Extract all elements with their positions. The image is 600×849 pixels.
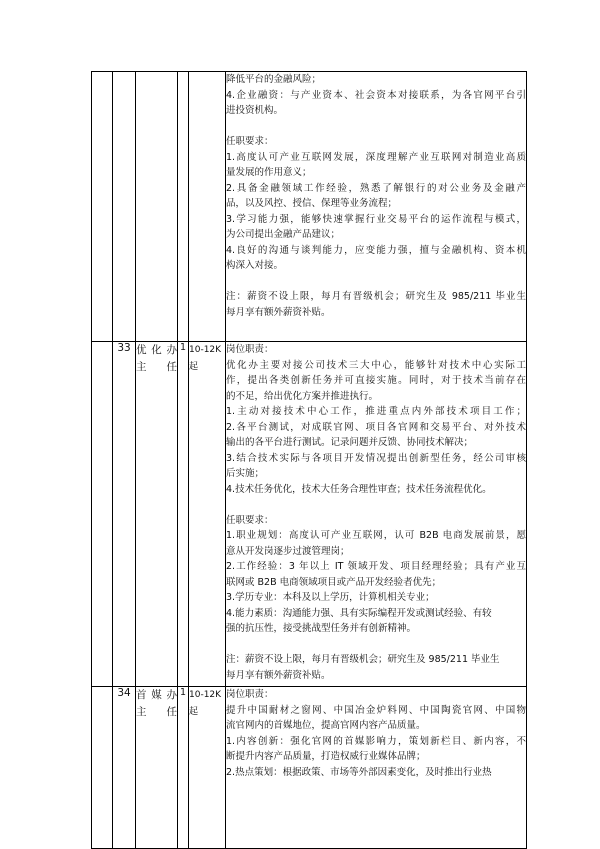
- description-line: 1.主动对接技术中心工作，推进重点内外部技术项目工作；: [226, 406, 526, 417]
- blank-cell: [92, 342, 113, 687]
- job-title: 优化办主任: [136, 342, 178, 687]
- description-line: 2.热点策划：根据政策、市场等外部因素变化，及时推出行业热: [226, 766, 492, 778]
- description-line: 量发展的作用意义；: [226, 167, 312, 178]
- description-line: 联网或 B2B 电商领域项目或产品开发经验者优先；: [226, 576, 442, 588]
- description-line: 4.企业融资：与产业资本、社会资本对接联系，为各官网平台引: [226, 89, 526, 101]
- description-line: 1.高度认可产业互联网发展，深度理解产业互联网对制造业高质: [226, 151, 526, 163]
- description-line: 每月享有额外薪资补贴。: [226, 669, 331, 681]
- description-line: 每月享有额外薪资补贴。: [226, 306, 331, 318]
- job-title: [136, 72, 178, 342]
- job-row: [92, 72, 527, 342]
- job-number: [113, 72, 136, 342]
- job-description: [226, 342, 527, 687]
- job-salary: 10-12K起: [189, 687, 226, 849]
- description-line: 流官网内的首媒地位，提高官网内容产品质量。: [226, 720, 426, 731]
- description-line: 断提升内容产品质量，打造权威行业媒体品牌；: [226, 751, 426, 762]
- description-line: 2.具备金融领域工作经验，熟悉了解银行的对公业务及金融产: [226, 182, 526, 194]
- job-number: 33: [113, 342, 136, 687]
- description-line: 注：薪资不设上限，每月有晋级机会；研究生及 985/211 毕业生: [226, 291, 526, 302]
- description-line: 输出的各平台进行测试。记录问题并反馈、协同技术解决；: [226, 437, 474, 448]
- description-line: 岗位职责：: [226, 689, 274, 700]
- job-count: 1: [178, 687, 189, 849]
- job-salary: 10-12K起: [189, 342, 226, 687]
- description-line: 4.良好的沟通与谈判能力，应变能力强，擅与金融机构、资本机: [226, 244, 526, 256]
- blank-line: [226, 274, 526, 290]
- description-line: 强的抗压性，接受挑战型任务并有创新精神。: [226, 623, 417, 634]
- job-salary: [189, 72, 226, 342]
- description-line: 任职要求：: [226, 514, 274, 526]
- blank-cell: [92, 72, 113, 342]
- description-line: 构深入对接。: [226, 260, 284, 271]
- description-line: 3.学习能力强，能够快速掌握行业交易平台的运作流程与模式，: [226, 213, 526, 225]
- description-line: 4.能力素质：沟通能力强、具有实际编程开发或测试经验、有较: [226, 607, 492, 619]
- description-line: 任职要求：: [226, 136, 274, 147]
- description-line: 2.各平台测试，对成联官网、项目各官网和交易平台、对外技术: [226, 421, 526, 433]
- job-count: 1: [178, 342, 189, 687]
- blank-cell: [92, 687, 113, 849]
- description-line: 后实施；: [226, 468, 265, 479]
- description-line: 优化办主要对接公司技术三大中心，能够针对技术中心实际工: [226, 359, 526, 371]
- blank-line: [226, 497, 526, 513]
- description-line: 意从开发岗逐步过渡管理岗；: [226, 545, 350, 557]
- description-line: 注：薪资不设上限，每月有晋级机会；研究生及 985/211 毕业生: [226, 654, 500, 665]
- job-table-body: [92, 72, 527, 849]
- job-row: [92, 687, 527, 849]
- job-title: 首媒办主任: [136, 687, 178, 849]
- description-line: 的不足，给出优化方案并推进执行。: [226, 390, 379, 402]
- description-line: 1.职业规划：高度认可产业互联网，认可 B2B 电商发展前景，愿: [226, 530, 526, 541]
- blank-line: [226, 119, 526, 135]
- blank-line: [226, 637, 526, 653]
- description-line: 品，以及风控、授信、保理等业务流程；: [226, 198, 398, 209]
- job-number: 34: [113, 687, 136, 849]
- description-line: 为公司提出金融产品建议；: [226, 229, 341, 240]
- description-line: 3.结合技术实际与各项目开发情况提出创新型任务，经公司审核: [226, 452, 526, 464]
- description-line: 作，提出各类创新任务并可直接实施。同时，对于技术当前存在: [226, 375, 526, 386]
- job-description: [226, 687, 527, 849]
- description-line: 2.工作经验：3 年以上 IT 领域开发、项目经理经验；具有产业互: [226, 561, 526, 572]
- description-line: 岗位职责：: [226, 344, 274, 355]
- job-count: [178, 72, 189, 342]
- description-line: 3.学历专业：本科及以上学历，计算机相关专业；: [226, 592, 435, 603]
- description-line: 4.技术任务优化，技术大任务合理性审查；技术任务流程优化。: [226, 483, 492, 495]
- description-line: 降低平台的金融风险；: [226, 74, 322, 85]
- job-table: [91, 71, 527, 849]
- description-line: 提升中国耐材之窗网、中国冶金炉料网、中国陶瓷官网、中国物: [226, 704, 526, 716]
- job-row: [92, 342, 527, 687]
- description-line: 进投资机构。: [226, 105, 284, 116]
- description-line: 1.内容创新：强化官网的首媒影响力，策划新栏目、新内容，不: [226, 735, 526, 747]
- job-description: [226, 72, 527, 342]
